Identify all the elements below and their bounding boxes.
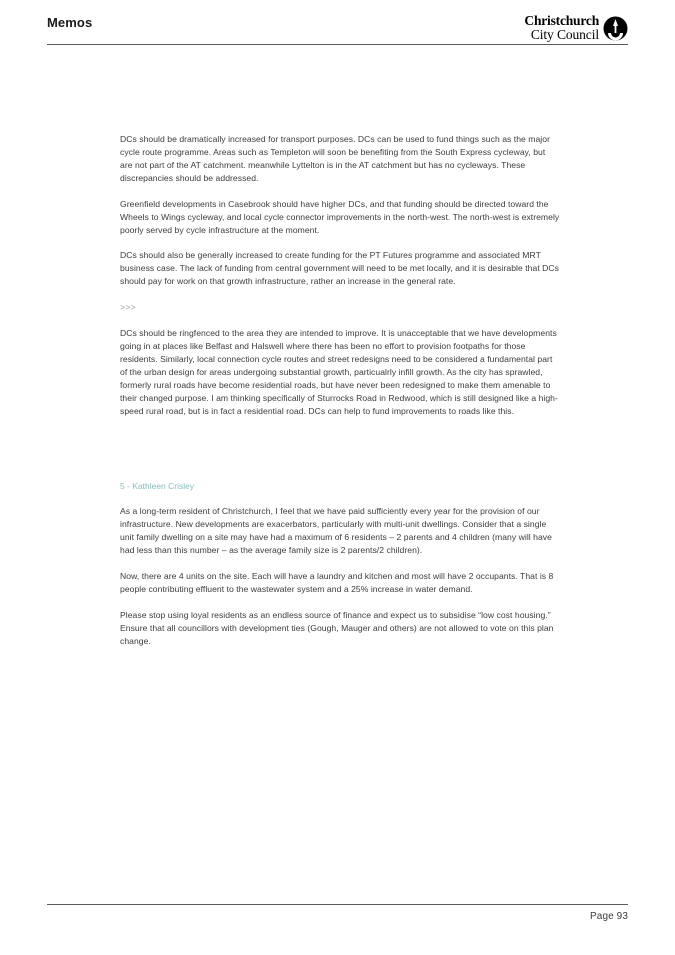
- header-divider: [47, 44, 628, 45]
- paragraph: DCs should be dramatically increased for transport purposes. DCs can be used to fund things such as the major cycle route programme. Areas such as Templeton will soon be benefiting from the South Express cycleway, but are not part of the AT catchment. meanwhile Lyttelton is in the AT catchment but has no cycleways. These discrepancies should be addressed.: [120, 134, 550, 184]
- council-logo-line2: City Council: [530, 27, 599, 43]
- page-header: [0, 0, 675, 52]
- page-number: Page 93: [590, 911, 628, 922]
- paragraph: Now, there are 4 units on the site. Each will have a laundry and kitchen and most will have 2 occupants. That is 8 people contributing effluent to the wastewater system and a 25% increase in water demand.: [120, 571, 554, 595]
- paragraph: DCs should be ringfenced to the area they are intended to improve. It is unacceptable that we have developments going in at places like Belfast and Halswell where there has been no effort to provision footpaths for those residents. Similarly, local connection cycle routes and street redesigns need to be considered a fundamental part of the urban design for areas undergoing substantial growth, particualrly infill growth. As the city has sprawled, formerly rural roads have become residential roads, but have never been redesigned to make them amenable to their changed purpose. I am thinking specifically of Sturrocks Road in Redwood, which is still designed like a high-speed rural road, but is in fact a residential road. DCs can help to fund improvements to roads like this.: [120, 327, 558, 416]
- council-logo-text: [524, 14, 599, 42]
- document-body: [120, 133, 560, 648]
- paragraph: Greenfield developments in Casebrook should have higher DCs, and that funding should be directed toward the Wheels to Wings cycleway, and local cycle connector improvements in the north-west. The north-west is extremely poorly served by cycle infrastructure at the moment.: [120, 198, 560, 235]
- paragraph: Please stop using loyal residents as an endless source of finance and expect us to subsidise “low cost housing.” Ensure that all councillors with development ties (Gough, Mauger and others) are not allowed to vote on this plan change.: [120, 609, 554, 646]
- page-footer: [0, 900, 675, 955]
- section-divider-marker: >>>: [120, 301, 136, 312]
- christchurch-city-council-emblem-icon: [603, 16, 628, 41]
- footer-divider: [47, 904, 628, 905]
- paragraph: As a long-term resident of Christchurch, I feel that we have paid sufficiently every year for the provision of our infrastructure. New developments are exacerbators, particularly with multi-unit dwellings. Consider that a single unit family dwelling on a site may have had a maximum of 6 residents – 2 parents and 4 children (many will have had less than this number – as the average family size is 2 parents/2 children).: [120, 506, 552, 556]
- paragraph: DCs should also be generally increased to create funding for the PT Futures programme and associated MRT business case. The lack of funding from central government will need to be met locally, and it is desirable that DCs should pay for work on that growth infrastructure, rather an increase in the general rate.: [120, 250, 560, 287]
- council-logo-line1: Christchurch: [524, 13, 599, 28]
- submitter-heading: 5 - Kathleen Crisley: [120, 481, 195, 492]
- section-spacer: [120, 430, 560, 480]
- council-logo: [524, 14, 628, 42]
- page-title: Memos: [47, 15, 93, 30]
